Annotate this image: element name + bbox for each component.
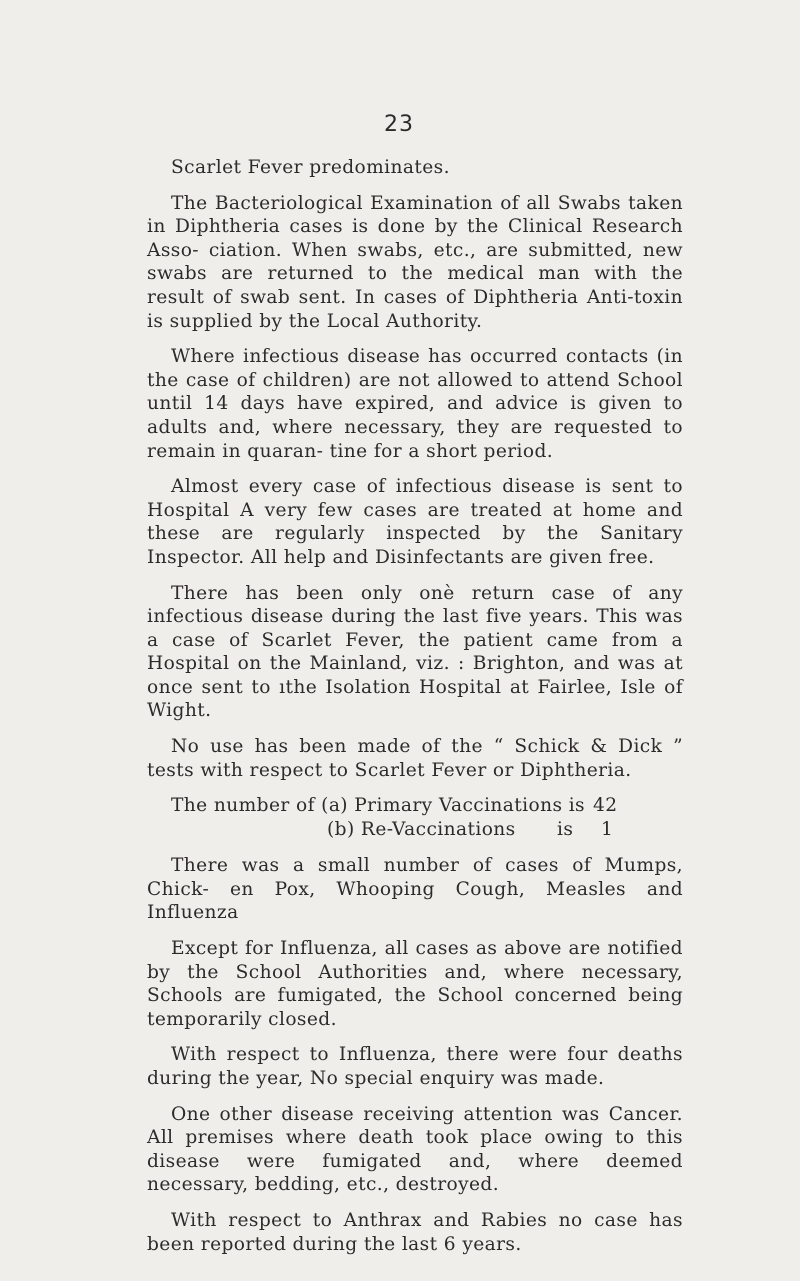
revaccinations-label: (b) Re-Vaccinations — [327, 819, 516, 841]
page-number: 23 — [384, 112, 414, 137]
paragraph-influenza: With respect to Influenza, there were four deaths during the year, No special enquiry was made. — [147, 1044, 683, 1089]
paragraph-return-case: There has been only onè return case of any infectious disease during the last five years. This was a case of Scarlet Fever, the patient came from a Hospital on the Mainland, viz. : Brighton, and was at once sent to ıthe Isolation Hospital at Fairlee, Isle of Wight. — [147, 582, 683, 722]
paragraph-hospital: Almost every case of infectious disease is sent to Hospital A very few cases are treated at home and these are regularly inspected by the Sanitary Inspector. All help and Disinfectants are given free. — [147, 476, 683, 568]
body-text — [147, 156, 683, 1268]
revaccinations-is: is — [557, 819, 574, 841]
paragraph-contacts: Where infectious disease has occurred contacts (in the case of children) are not allowed to attend School until 14 days have expired, and advice is given to adults and, where necessary, they are requested to remain in quaran- tine for a short period. — [147, 346, 683, 462]
paragraph-cancer: One other disease receiving attention was Cancer. All premises where death took place owing to this disease were fumigated and, where deemed necessary, bedding, etc., destroyed. — [147, 1103, 683, 1196]
primary-vaccinations-label: The number of (a) Primary Vaccinations is — [171, 795, 586, 817]
primary-vaccinations-value: 42 — [593, 795, 618, 817]
paragraph-notified: Except for Influenza, all cases as above are notified by the School Authorities and, where necessary, Schools are fumigated, the School concerned being temporarily closed. — [147, 938, 683, 1030]
paragraph-mumps: There was a small number of cases of Mumps, Chick- en Pox, Whooping Cough, Measles and Influenza — [147, 855, 683, 924]
paragraph-bacteriological-examination: The Bacteriological Examination of all Swabs taken in Diphtheria cases is done by the Clinical Research Asso- ciation. When swabs, etc., are submitted, new swabs are returned to the medical man with the result of swab sent. In cases of Diphtheria Anti-toxin is supplied by the Local Authority. — [147, 192, 683, 332]
paragraph-schick-dick: No use has been made of the “ Schick & Dick ” tests with respect to Scarlet Fever or Diphtheria. — [147, 736, 683, 781]
vaccination-row-revaccinations — [147, 818, 683, 842]
vaccinations-table — [147, 794, 683, 842]
paragraph-scarlet-fever: Scarlet Fever predominates. — [171, 157, 450, 178]
vaccination-row-primary — [147, 794, 683, 818]
paragraph-anthrax-rabies: With respect to Anthrax and Rabies no case has been reported during the last 6 years. — [147, 1209, 683, 1255]
revaccinations-value: 1 — [601, 819, 614, 841]
